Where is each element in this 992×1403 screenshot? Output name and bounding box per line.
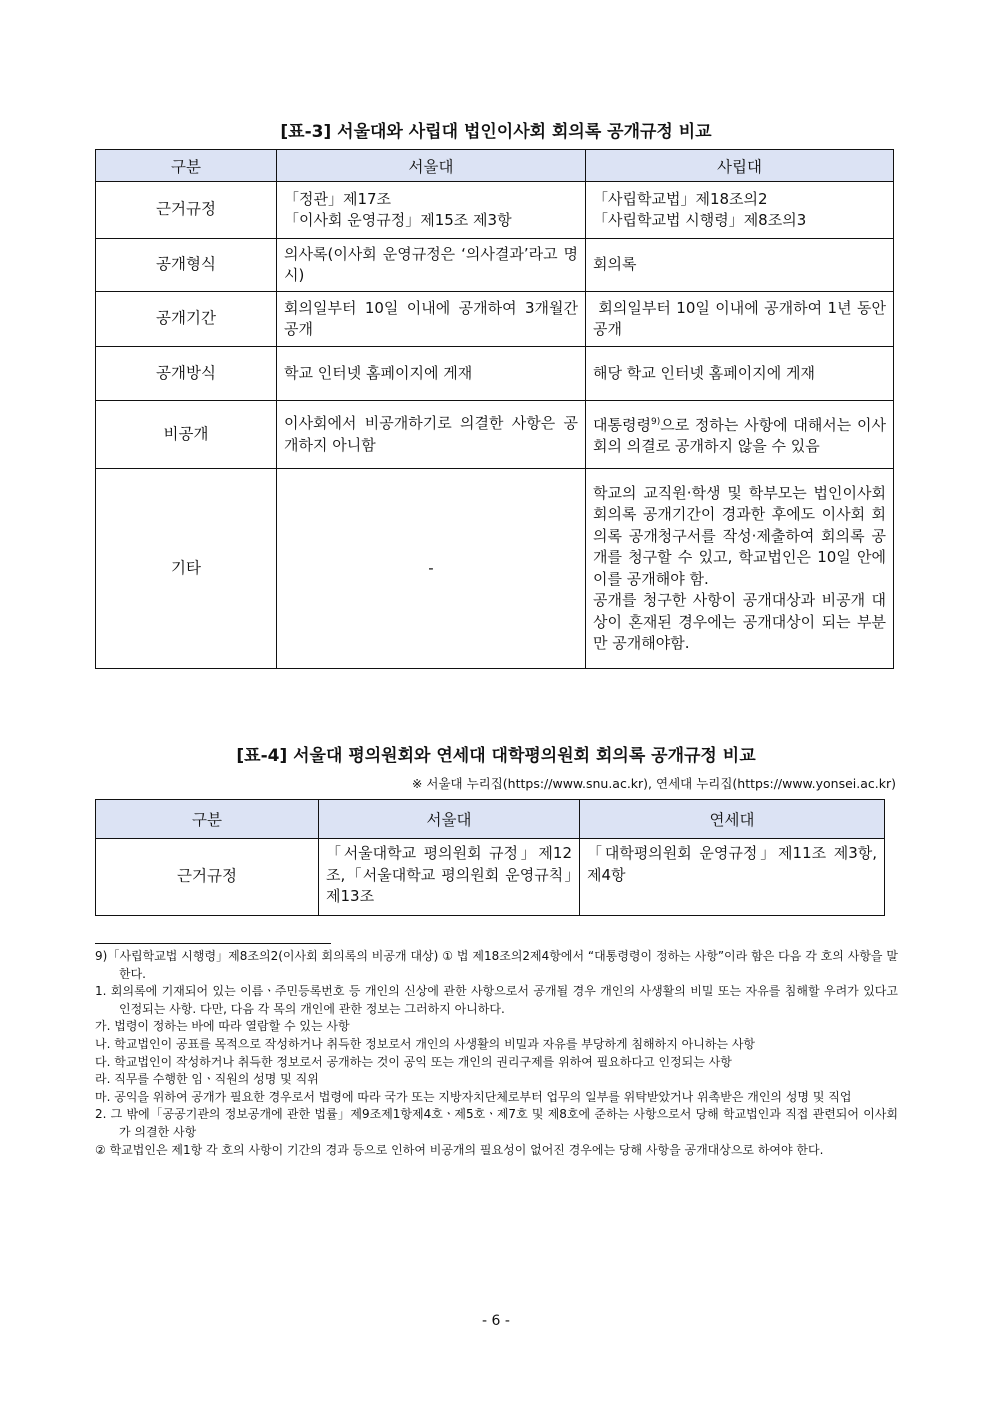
footnote-line: 1. 회의록에 기재되어 있는 이름ㆍ주민등록번호 등 개인의 신상에 관한 사항으로서 공개될 경우 개인의 사생활의 비밀 또는 자유를 침해할 우려가 있다고 인정되는 사항. 다만, 다음 각 목의 개인에 관한 정보는 그러하지 아니하다. bbox=[95, 984, 898, 1016]
private-cell bbox=[586, 401, 894, 469]
table-row bbox=[96, 347, 894, 401]
footnote-line: 나. 학교법인이 공표를 목적으로 작성하거나 취득한 정보로서 개인의 사생활의 비밀과 자유를 부당하게 침해하지 아니하는 사항 bbox=[95, 1036, 756, 1051]
footnote-divider bbox=[95, 943, 331, 944]
table3-header-snu: 서울대 bbox=[277, 150, 586, 182]
footnote-line: 라. 직무를 수행한 임ㆍ직원의 성명 및 직위 bbox=[95, 1072, 319, 1087]
table-row bbox=[96, 839, 885, 916]
private-cell: 회의일부터 10일 이내에 공개하여 1년 동안 공개 bbox=[586, 292, 894, 347]
table3-header-category: 구분 bbox=[96, 150, 277, 182]
snu-cell: 학교 인터넷 홈페이지에 게재 bbox=[277, 347, 586, 401]
footnote-line: 9)「사립학교법 시행령」제8조의2(이사회 회의록의 비공개 대상) ① 법 제18조의2제4항에서 “대통령령이 정하는 사항”이라 함은 다음 각 호의 사항을 말한다. bbox=[95, 949, 898, 981]
private-text-start: 대통령령 bbox=[593, 415, 651, 434]
row-label: 공개방식 bbox=[96, 347, 277, 401]
row-label: 비공개 bbox=[96, 401, 277, 469]
table4-header-category: 구분 bbox=[96, 800, 319, 839]
row-label: 공개형식 bbox=[96, 239, 277, 292]
table-row bbox=[96, 469, 894, 669]
table4-caption: [표-4] 서울대 평의원회와 연세대 대학평의원회 회의록 공개규정 비교 bbox=[236, 746, 756, 766]
table4-header-yonsei: 연세대 bbox=[580, 800, 885, 839]
footnote-ref: 9) bbox=[650, 416, 661, 427]
private-cell: 학교의 교직원·학생 및 학부모는 법인이사회 회의록 공개기간이 경과한 후에도 이사회 회의록 공개청구서를 작성·제출하여 회의록 공개를 청구할 수 있고, 학교법인은 10일 안에 이를 공개해야 함. 공개를 청구한 사항이 공개대상과 비공개 대상이 혼재된 경우에는 공개대상이 되는 부분만 공개해야함. bbox=[586, 469, 894, 669]
snu-cell: 의사록(이사회 운영규정은 ‘의사결과’라고 명시) bbox=[277, 239, 586, 292]
footnote-line: 마. 공익을 위하여 공개가 필요한 경우로서 법령에 따라 국가 또는 지방자치단체로부터 업무의 일부를 위탁받았거나 위촉받은 개인의 성명 및 직업 bbox=[95, 1089, 852, 1104]
row-label: 근거규정 bbox=[96, 182, 277, 239]
footnote-line: 다. 학교법인이 작성하거나 취득한 정보로서 공개하는 것이 공익 또는 개인의 권리구제를 위하여 필요하다고 인정되는 사항 bbox=[95, 1054, 732, 1069]
table4-header-row bbox=[96, 800, 885, 839]
private-cell: 해당 학교 인터넷 홈페이지에 게재 bbox=[586, 347, 894, 401]
snu-cell: 이사회에서 비공개하기로 의결한 사항은 공개하지 아니함 bbox=[277, 401, 586, 469]
table-row bbox=[96, 182, 894, 239]
footnote-line: ② 학교법인은 제1항 각 호의 사항이 기간의 경과 등으로 인하여 비공개의 필요성이 없어진 경우에는 당해 사항을 공개대상으로 하여야 한다. bbox=[95, 1142, 824, 1157]
snu-cell: 「서울대학교 평의원회 규정」제12조,「서울대학교 평의원회 운영규칙」제13조 bbox=[319, 839, 580, 916]
row-label: 기타 bbox=[96, 469, 277, 669]
private-cell: 회의록 bbox=[586, 239, 894, 292]
footnotes bbox=[95, 948, 898, 1159]
snu-cell: 회의일부터 10일 이내에 공개하여 3개월간 공개 bbox=[277, 292, 586, 347]
snu-cell: - bbox=[277, 469, 586, 669]
snu-cell: 「정관」제17조 「이사회 운영규정」제15조 제3항 bbox=[277, 182, 586, 239]
table3-caption: [표-3] 서울대와 사립대 법인이사회 회의록 공개규정 비교 bbox=[280, 122, 712, 142]
private-text-rest: 으로 정하는 사항에 대해서는 이사회의 의결로 공개하지 않을 수 있음 bbox=[593, 415, 886, 455]
source-note: ※ 서울대 누리집(https://www.snu.ac.kr), 연세대 누리집(https://www.yonsei.ac.kr) bbox=[411, 776, 896, 791]
table4 bbox=[95, 799, 885, 916]
table4-header-snu: 서울대 bbox=[319, 800, 580, 839]
table-row bbox=[96, 401, 894, 469]
table-row bbox=[96, 239, 894, 292]
table3-header-row bbox=[96, 150, 894, 182]
row-label: 공개기간 bbox=[96, 292, 277, 347]
table-row bbox=[96, 292, 894, 347]
page-number: - 6 - bbox=[482, 1313, 510, 1329]
private-cell: 「사립학교법」제18조의2 「사립학교법 시행령」제8조의3 bbox=[586, 182, 894, 239]
footnote-line: 2. 그 밖에「공공기관의 정보공개에 관한 법률」제9조제1항제4호ㆍ제5호ㆍ제7호 및 제8호에 준하는 사항으로서 당해 학교법인과 직접 관련되어 이사회가 의결한 사항 bbox=[95, 1107, 898, 1139]
row-label: 근거규정 bbox=[96, 839, 319, 916]
table3-header-private: 사립대 bbox=[586, 150, 894, 182]
yonsei-cell: 「대학평의원회 운영규정」제11조 제3항, 제4항 bbox=[580, 839, 885, 916]
footnote-line: 가. 법령이 정하는 바에 따라 열람할 수 있는 사항 bbox=[95, 1019, 350, 1034]
table3 bbox=[95, 149, 894, 669]
